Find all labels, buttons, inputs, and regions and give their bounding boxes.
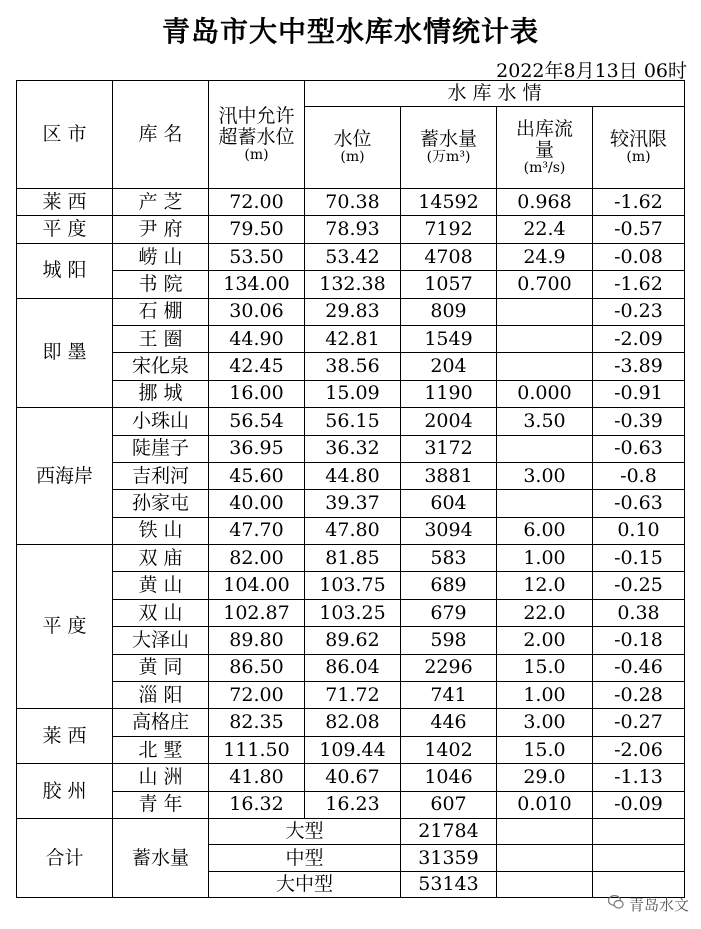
table-row: [17, 490, 685, 517]
allowed-level: 16.32: [209, 791, 305, 818]
table-row: [17, 627, 685, 654]
report-datetime: 2022年8月13日 06时: [496, 60, 687, 82]
page-title: 青岛市大中型水库水情统计表: [161, 15, 539, 48]
allowed-level: 79.50: [209, 216, 305, 243]
outflow-value: 0.000: [497, 380, 593, 407]
total-empty-outflow: [497, 818, 593, 845]
allowed-level: 45.60: [209, 462, 305, 489]
water-level: 29.83: [305, 298, 401, 325]
water-level: 36.32: [305, 435, 401, 462]
diff-value: -2.06: [593, 736, 685, 763]
water-level: 44.80: [305, 462, 401, 489]
allowed-level: 40.00: [209, 490, 305, 517]
allowed-level: 56.54: [209, 408, 305, 435]
reservoir-name: 山 洲: [113, 764, 209, 791]
water-level: 103.25: [305, 599, 401, 626]
reservoir-name: 双 山: [113, 599, 209, 626]
allowed-level: 104.00: [209, 572, 305, 599]
table-row: [17, 216, 685, 243]
allowed-level: 41.80: [209, 764, 305, 791]
table-row: [17, 462, 685, 489]
header-allowed-line2: 超蓄水位: [218, 125, 295, 148]
storage-value: 3881: [401, 462, 497, 489]
water-level: 109.44: [305, 736, 401, 763]
storage-value: 14592: [401, 189, 497, 216]
header-level: [305, 107, 401, 189]
header-outflow-line1: 出库流: [515, 117, 573, 140]
allowed-level: 111.50: [209, 736, 305, 763]
header-storage-label: 蓄水量: [419, 128, 477, 151]
reservoir-name: 黄 山: [113, 572, 209, 599]
table-row: [17, 243, 685, 270]
table-row: [17, 682, 685, 709]
storage-value: 1057: [401, 271, 497, 298]
storage-value: 3172: [401, 435, 497, 462]
reservoir-name: 双 庙: [113, 545, 209, 572]
storage-value: 607: [401, 791, 497, 818]
table-row: [17, 380, 685, 407]
outflow-value: [497, 325, 593, 352]
wechat-icon: [607, 893, 625, 915]
water-level: 42.81: [305, 325, 401, 352]
reservoir-table: [16, 80, 685, 898]
allowed-level: 89.80: [209, 627, 305, 654]
allowed-level: 82.00: [209, 545, 305, 572]
reservoir-name: 崂 山: [113, 243, 209, 270]
header-diff: [593, 107, 685, 189]
outflow-value: 6.00: [497, 517, 593, 544]
water-level: 39.37: [305, 490, 401, 517]
water-level: 40.67: [305, 764, 401, 791]
storage-value: 2004: [401, 408, 497, 435]
table-row: [17, 435, 685, 462]
outflow-value: 15.0: [497, 654, 593, 681]
table-row: [17, 709, 685, 736]
table-row: [17, 189, 685, 216]
reservoir-name: 铁 山: [113, 517, 209, 544]
allowed-level: 53.50: [209, 243, 305, 270]
table-row: [17, 599, 685, 626]
water-level: 15.09: [305, 380, 401, 407]
water-level: 132.38: [305, 271, 401, 298]
reservoir-name: 淄 阳: [113, 682, 209, 709]
diff-value: -3.89: [593, 353, 685, 380]
total-type: 大中型: [209, 871, 401, 898]
reservoir-name: 石 棚: [113, 298, 209, 325]
water-level: 47.80: [305, 517, 401, 544]
table-row: [17, 572, 685, 599]
water-level: 103.75: [305, 572, 401, 599]
water-level: 89.62: [305, 627, 401, 654]
diff-value: -0.08: [593, 243, 685, 270]
header-storage-unit: (万m³): [426, 149, 471, 166]
storage-value: 2296: [401, 654, 497, 681]
allowed-level: 72.00: [209, 682, 305, 709]
total-empty-diff: [593, 845, 685, 872]
allowed-level: 72.00: [209, 189, 305, 216]
allowed-level: 102.87: [209, 599, 305, 626]
outflow-value: 22.4: [497, 216, 593, 243]
header-level-unit: (m): [340, 149, 365, 166]
storage-value: 1549: [401, 325, 497, 352]
storage-value: 583: [401, 545, 497, 572]
total-type: 中型: [209, 845, 401, 872]
reservoir-name: 王 圈: [113, 325, 209, 352]
table-row: [17, 791, 685, 818]
diff-value: -1.13: [593, 764, 685, 791]
total-empty-diff: [593, 818, 685, 845]
table-row: [17, 408, 685, 435]
district-cell: 莱 西: [17, 709, 113, 764]
table-row: [17, 517, 685, 544]
storage-value: 1046: [401, 764, 497, 791]
reservoir-name: 北 墅: [113, 736, 209, 763]
total-empty-outflow: [497, 871, 593, 898]
allowed-level: 86.50: [209, 654, 305, 681]
storage-value: 598: [401, 627, 497, 654]
storage-value: 604: [401, 490, 497, 517]
storage-value: 4708: [401, 243, 497, 270]
reservoir-name: 陡崖子: [113, 435, 209, 462]
diff-value: -0.8: [593, 462, 685, 489]
storage-value: 7192: [401, 216, 497, 243]
water-level: 86.04: [305, 654, 401, 681]
water-level: 56.15: [305, 408, 401, 435]
watermark-text: 青岛水文: [628, 895, 689, 914]
outflow-value: [497, 298, 593, 325]
outflow-value: 24.9: [497, 243, 593, 270]
header-allowed-unit: (m): [244, 146, 269, 163]
total-sublabel: 蓄水量: [113, 818, 209, 898]
district-cell: 胶 州: [17, 764, 113, 819]
diff-value: -0.39: [593, 408, 685, 435]
header-outflow-line2: 量: [534, 138, 554, 161]
reservoir-name: 书 院: [113, 271, 209, 298]
diff-value: -0.63: [593, 490, 685, 517]
outflow-value: 22.0: [497, 599, 593, 626]
diff-value: -0.15: [593, 545, 685, 572]
header-level-label: 水位: [333, 128, 372, 151]
storage-value: 204: [401, 353, 497, 380]
reservoir-name: 吉利河: [113, 462, 209, 489]
district-cell: 即 墨: [17, 298, 113, 408]
water-level: 70.38: [305, 189, 401, 216]
header-name: 库 名: [113, 81, 209, 189]
header-diff-label: 较汛限: [609, 128, 667, 151]
table-row: [17, 736, 685, 763]
outflow-value: 12.0: [497, 572, 593, 599]
storage-value: 809: [401, 298, 497, 325]
diff-value: -1.62: [593, 271, 685, 298]
outflow-value: 3.00: [497, 709, 593, 736]
header-diff-unit: (m): [626, 149, 651, 166]
total-storage: 31359: [401, 845, 497, 872]
diff-value: 0.38: [593, 599, 685, 626]
storage-value: 679: [401, 599, 497, 626]
reservoir-name: 产 芝: [113, 189, 209, 216]
header-district: 区 市: [17, 81, 113, 189]
table-row: [17, 545, 685, 572]
diff-value: -0.57: [593, 216, 685, 243]
diff-value: -0.23: [593, 298, 685, 325]
reservoir-name: 高格庄: [113, 709, 209, 736]
header-outflow: [497, 107, 593, 189]
total-row: [17, 818, 685, 845]
outflow-value: 3.00: [497, 462, 593, 489]
outflow-value: 0.700: [497, 271, 593, 298]
allowed-level: 47.70: [209, 517, 305, 544]
district-cell: 莱 西: [17, 189, 113, 216]
total-storage: 21784: [401, 818, 497, 845]
total-label: 合计: [17, 818, 113, 898]
storage-value: 1190: [401, 380, 497, 407]
outflow-value: 1.00: [497, 682, 593, 709]
header-allowed: [209, 81, 305, 189]
storage-value: 689: [401, 572, 497, 599]
water-level: 81.85: [305, 545, 401, 572]
outflow-value: 2.00: [497, 627, 593, 654]
storage-value: 1402: [401, 736, 497, 763]
storage-value: 741: [401, 682, 497, 709]
table-row: [17, 764, 685, 791]
outflow-value: 29.0: [497, 764, 593, 791]
storage-value: 3094: [401, 517, 497, 544]
outflow-value: 0.968: [497, 189, 593, 216]
allowed-level: 30.06: [209, 298, 305, 325]
total-type: 大型: [209, 818, 401, 845]
table-row: [17, 271, 685, 298]
header-storage: [401, 107, 497, 189]
table-row: [17, 654, 685, 681]
district-cell: 西海岸: [17, 408, 113, 545]
diff-value: -0.18: [593, 627, 685, 654]
storage-value: 446: [401, 709, 497, 736]
outflow-value: 15.0: [497, 736, 593, 763]
reservoir-name: 青 年: [113, 791, 209, 818]
reservoir-name: 小珠山: [113, 408, 209, 435]
table-row: [17, 353, 685, 380]
table-row: [17, 298, 685, 325]
allowed-level: 134.00: [209, 271, 305, 298]
header-outflow-unit: (m³/s): [523, 159, 566, 176]
diff-value: -0.09: [593, 791, 685, 818]
allowed-level: 82.35: [209, 709, 305, 736]
diff-value: -2.09: [593, 325, 685, 352]
water-level: 38.56: [305, 353, 401, 380]
district-cell: 平 度: [17, 545, 113, 709]
water-level: 53.42: [305, 243, 401, 270]
outflow-value: 0.010: [497, 791, 593, 818]
diff-value: -0.25: [593, 572, 685, 599]
outflow-value: 1.00: [497, 545, 593, 572]
table-row: [17, 325, 685, 352]
reservoir-name: 大泽山: [113, 627, 209, 654]
allowed-level: 44.90: [209, 325, 305, 352]
diff-value: -0.46: [593, 654, 685, 681]
allowed-level: 16.00: [209, 380, 305, 407]
diff-value: -0.28: [593, 682, 685, 709]
reservoir-name: 尹 府: [113, 216, 209, 243]
outflow-value: [497, 490, 593, 517]
total-empty-outflow: [497, 845, 593, 872]
water-level: 78.93: [305, 216, 401, 243]
allowed-level: 42.45: [209, 353, 305, 380]
outflow-value: [497, 435, 593, 462]
diff-value: -1.62: [593, 189, 685, 216]
water-level: 71.72: [305, 682, 401, 709]
district-cell: 城 阳: [17, 243, 113, 298]
reservoir-name: 宋化泉: [113, 353, 209, 380]
watermark: [607, 893, 689, 915]
water-level: 16.23: [305, 791, 401, 818]
header-allowed-line1: 汛中允许: [218, 104, 295, 127]
allowed-level: 36.95: [209, 435, 305, 462]
reservoir-name: 挪 城: [113, 380, 209, 407]
reservoir-name: 黄 同: [113, 654, 209, 681]
total-storage: 53143: [401, 871, 497, 898]
header-group: 水 库 水 情: [305, 81, 685, 107]
outflow-value: 3.50: [497, 408, 593, 435]
outflow-value: [497, 353, 593, 380]
diff-value: 0.10: [593, 517, 685, 544]
diff-value: -0.91: [593, 380, 685, 407]
reservoir-name: 孙家屯: [113, 490, 209, 517]
diff-value: -0.63: [593, 435, 685, 462]
diff-value: -0.27: [593, 709, 685, 736]
water-level: 82.08: [305, 709, 401, 736]
district-cell: 平 度: [17, 216, 113, 243]
